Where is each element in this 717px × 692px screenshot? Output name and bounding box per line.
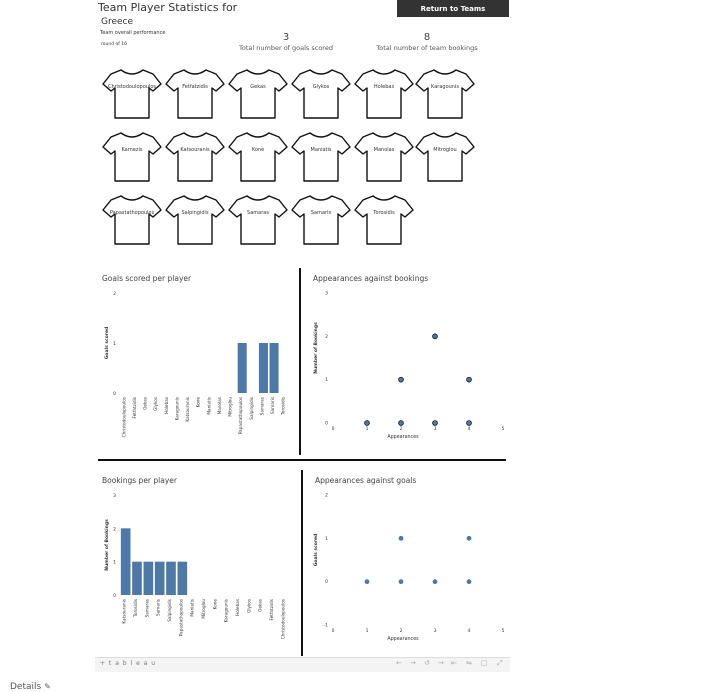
x-tick-label: Samaras: [144, 599, 150, 618]
shirt-player-name: Maniatis: [310, 147, 332, 153]
shirt-player-name: Karagounis: [431, 84, 459, 90]
refresh-icon[interactable]: →: [438, 659, 444, 667]
player-shirt[interactable]: [227, 127, 289, 189]
player-shirt[interactable]: [227, 64, 289, 126]
shirt-icon: [101, 127, 163, 189]
scatter-point: [399, 536, 404, 541]
y-tick-label: 2: [113, 527, 116, 533]
undo-icon[interactable]: ←: [396, 659, 402, 667]
scatter-point: [467, 536, 472, 541]
scatter-point: [399, 579, 404, 584]
scatter-point: [365, 579, 370, 584]
x-tick-label: Gekas: [142, 397, 148, 410]
page-title: Team Player Statistics for: [98, 1, 238, 14]
shirt-icon: [164, 190, 226, 252]
scatter-point: [433, 334, 438, 339]
subtitle: Team overall performance: [100, 30, 166, 36]
bookings-kpi-label: Total number of team bookings: [376, 44, 478, 52]
player-shirt[interactable]: [290, 64, 352, 126]
shirt-player-name: Salpingidis: [181, 210, 209, 216]
pause-icon[interactable]: ⇤: [451, 659, 457, 667]
bar: [166, 562, 176, 595]
shirt-player-name: Torosidis: [373, 210, 395, 216]
y-tick-label: 0: [113, 392, 116, 397]
x-tick-label: Maniatis: [189, 599, 195, 617]
x-tick-label: 3: [433, 427, 437, 432]
y-tick-label: 3: [325, 291, 328, 297]
player-shirt[interactable]: [164, 190, 226, 252]
appearances-bookings-scatter[interactable]: [305, 285, 510, 450]
x-tick-label: Christodoulopoulos: [121, 397, 127, 438]
shirt-icon: [164, 64, 226, 126]
fullscreen-icon[interactable]: ⤢: [497, 659, 503, 667]
x-tick-label: Samaris: [270, 397, 276, 414]
y-tick-label: 3: [113, 494, 116, 499]
shirt-player-name: Mitroglou: [433, 147, 457, 153]
y-tick-label: 2: [325, 493, 328, 499]
shirt-player-name: Glykos: [312, 84, 330, 90]
y-tick-label: 1: [113, 560, 116, 566]
goals-chart-title: Goals scored per player: [102, 274, 192, 283]
bar: [270, 343, 279, 393]
goals-bar-chart[interactable]: [100, 285, 295, 445]
shirt-player-name: Kone: [251, 147, 265, 153]
x-tick-label: Salpingidis: [248, 397, 254, 420]
shirt-icon: [353, 190, 415, 252]
bar: [121, 528, 131, 595]
x-tick-label: Katsouranis: [185, 397, 191, 422]
shirt-player-name: Manolas: [373, 147, 395, 153]
shirt-icon: [164, 127, 226, 189]
round-label: round of 16: [101, 42, 127, 47]
player-shirt[interactable]: [164, 127, 226, 189]
shirt-icon: [290, 190, 352, 252]
x-tick-label: Salpingidis: [167, 599, 172, 622]
shirt-player-name: Gekas: [250, 84, 266, 90]
y-axis-label: Number of Bookings: [314, 322, 319, 374]
x-tick-label: Mitroglou: [227, 397, 233, 417]
x-tick-label: 0: [331, 427, 335, 432]
scatter-point: [433, 579, 438, 584]
player-shirt[interactable]: [353, 127, 415, 189]
y-tick-label: 2: [113, 292, 116, 297]
shirt-player-name: Fetfatzidis: [182, 84, 208, 90]
bar: [155, 562, 165, 595]
shirt-icon: [414, 64, 476, 126]
x-tick-label: 0: [331, 629, 335, 634]
shirt-player-name: Katsouranis: [180, 147, 210, 153]
x-tick-label: Christodoulopoulos: [280, 599, 286, 640]
bar: [238, 343, 247, 393]
x-tick-label: Gekas: [257, 599, 263, 612]
scatter-point: [365, 421, 370, 426]
x-tick-label: Katsouranis: [121, 599, 127, 624]
player-shirt[interactable]: [164, 64, 226, 126]
shirt-icon: [353, 127, 415, 189]
scatter-point: [399, 377, 404, 382]
x-tick-label: 1: [365, 427, 369, 432]
y-axis-label: Number of Bookings: [105, 519, 110, 571]
x-tick-label: Karagounis: [223, 599, 229, 623]
x-axis-label: Appearances: [387, 435, 419, 440]
shirt-icon: [414, 127, 476, 189]
divider-vertical-bottom: [301, 470, 303, 656]
scatter-point: [467, 579, 472, 584]
x-tick-label: 4: [467, 427, 471, 432]
player-shirt[interactable]: [227, 190, 289, 252]
shirt-icon: [227, 127, 289, 189]
player-shirt[interactable]: [353, 190, 415, 252]
redo-icon[interactable]: →: [410, 659, 416, 667]
details-label: Details: [10, 682, 42, 692]
appearances-goals-scatter[interactable]: [305, 487, 510, 652]
shirt-icon: [227, 64, 289, 126]
x-tick-label: Glykos: [153, 397, 159, 411]
x-tick-label: 3: [433, 629, 437, 634]
player-shirt[interactable]: [414, 64, 476, 126]
x-tick-label: Holebas: [235, 599, 240, 616]
shirt-icon: [290, 64, 352, 126]
x-tick-label: Papastathopoulos: [178, 599, 184, 637]
y-axis-label: Goals scored: [314, 533, 319, 567]
shirt-player-name: Papastathopoulos: [109, 210, 155, 216]
revert-icon[interactable]: ↺: [424, 659, 430, 667]
y-tick-label: 2: [325, 334, 328, 340]
x-tick-label: Samaris: [155, 599, 161, 616]
comment-icon[interactable]: □: [481, 659, 488, 667]
x-tick-label: Kone: [212, 599, 218, 610]
app-bookings-chart-title: Appearances against bookings: [313, 274, 429, 283]
bar: [259, 343, 268, 393]
bookings-chart-title: Bookings per player: [102, 476, 177, 485]
x-tick-label: Papastathopoulos: [238, 397, 244, 435]
y-tick-label: 1: [113, 342, 116, 347]
shirt-icon: [227, 190, 289, 252]
x-tick-label: Manolas: [216, 397, 222, 415]
player-shirt[interactable]: [353, 64, 415, 126]
player-shirt[interactable]: [101, 127, 163, 189]
x-tick-label: 4: [467, 629, 471, 634]
app-goals-chart-title: Appearances against goals: [315, 476, 417, 485]
x-tick-label: 2: [399, 427, 403, 432]
x-tick-label: Fetfatzidis: [131, 397, 137, 419]
bar: [178, 562, 188, 595]
edit-pencil-icon: ✎: [44, 682, 51, 691]
shirt-player-name: Karnezis: [121, 147, 143, 153]
x-tick-label: Mitroglou: [201, 599, 206, 619]
return-to-teams-button[interactable]: Return to Teams: [397, 0, 509, 17]
y-tick-label: -1: [323, 623, 328, 629]
x-tick-label: Holebas: [163, 397, 169, 414]
shirt-player-name: Christodoulopoulos: [107, 84, 157, 90]
x-tick-label: Fetfatzidis: [269, 599, 274, 621]
shirt-icon: [101, 190, 163, 252]
y-tick-label: 0: [113, 594, 116, 599]
y-tick-label: 1: [325, 378, 328, 384]
x-tick-label: 2: [399, 629, 403, 634]
x-tick-label: Karagounis: [174, 397, 180, 421]
x-tick-label: 5: [501, 427, 505, 432]
x-tick-label: Maniatis: [206, 397, 212, 415]
shirt-icon: [101, 64, 163, 126]
bookings-bar-chart[interactable]: [100, 487, 295, 652]
x-tick-label: 5: [501, 629, 505, 634]
scatter-point: [399, 421, 404, 426]
details-link[interactable]: [10, 682, 51, 692]
x-tick-label: Torosidis: [280, 397, 286, 415]
x-tick-label: Kone: [195, 397, 201, 408]
goals-kpi-label: Total number of goals scored: [239, 44, 333, 52]
player-shirt[interactable]: [101, 64, 163, 126]
player-shirt[interactable]: [290, 127, 352, 189]
goals-kpi-value: 3: [282, 32, 290, 43]
x-tick-label: 1: [365, 629, 369, 634]
divider-horizontal: [98, 459, 506, 461]
player-shirt[interactable]: [290, 190, 352, 252]
bar: [144, 562, 154, 595]
player-shirt[interactable]: [414, 127, 476, 189]
x-tick-label: Glykos: [246, 599, 252, 613]
player-shirt[interactable]: [101, 190, 163, 252]
y-axis-label: Goals scored: [105, 326, 110, 360]
bookings-kpi-value: 8: [423, 32, 431, 43]
x-tick-label: Torosidis: [133, 599, 138, 617]
tableau-toolbar: [95, 657, 510, 672]
team-name: Greece: [101, 17, 134, 27]
y-tick-label: 1: [325, 536, 328, 542]
scatter-point: [433, 421, 438, 426]
shirt-player-name: Samaris: [310, 210, 332, 216]
x-axis-label: Appearances: [387, 637, 419, 642]
share-icon[interactable]: ⇋: [466, 659, 472, 667]
y-tick-label: 0: [325, 421, 328, 427]
shirt-player-name: Samaras: [247, 210, 269, 216]
shirt-player-name: Holebas: [373, 84, 395, 90]
scatter-point: [467, 421, 472, 426]
y-tick-label: 0: [325, 580, 328, 586]
divider-vertical-top: [299, 268, 301, 455]
tableau-logo[interactable]: + t a b l e a u: [100, 660, 157, 667]
x-tick-label: Samaras: [259, 397, 265, 416]
scatter-point: [467, 377, 472, 382]
shirt-icon: [290, 127, 352, 189]
shirt-icon: [353, 64, 415, 126]
bar: [132, 562, 142, 595]
